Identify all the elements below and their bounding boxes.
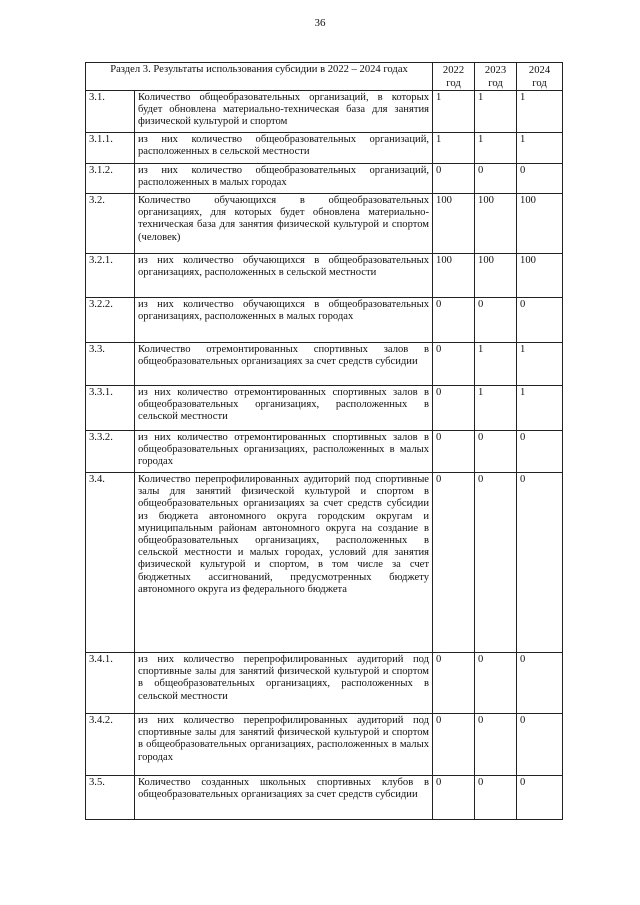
value-2024: 1 (517, 343, 563, 386)
table-row (86, 133, 563, 164)
row-number: 3.4.1. (86, 653, 135, 714)
row-number: 3.1.1. (86, 133, 135, 164)
value-2022: 0 (433, 714, 475, 776)
row-text: из них количество общеобразовательных организаций, расположенных в сельской местности (135, 133, 433, 164)
header-row (86, 63, 563, 91)
row-text: Количество общеобразовательных организаций, в которых будет обновлена материально-техническая база для занятия физической культурой и спортом (135, 91, 433, 133)
row-text: из них количество перепрофилированных аудиторий под спортивные залы для занятий физической культурой и спортом в общеобразовательных организациях, расположенных в сельской местности (135, 653, 433, 714)
page-number: 36 (314, 17, 326, 29)
year-unit: год (532, 78, 547, 89)
year-header (517, 63, 563, 91)
table-row (86, 431, 563, 473)
value-2023: 0 (475, 776, 517, 820)
value-2022: 1 (433, 91, 475, 133)
value-2022: 0 (433, 386, 475, 431)
value-2023: 0 (475, 653, 517, 714)
value-2024: 100 (517, 254, 563, 298)
value-2023: 1 (475, 133, 517, 164)
value-2022: 1 (433, 133, 475, 164)
row-text: из них количество обучающихся в общеобразовательных организациях, расположенных в сельской местности (135, 254, 433, 298)
value-2022: 0 (433, 776, 475, 820)
table-row (86, 194, 563, 254)
row-number: 3.2.2. (86, 298, 135, 343)
value-2022: 0 (433, 164, 475, 194)
row-text: Количество отремонтированных спортивных залов в общеобразовательных организациях за счет средств субсидии (135, 343, 433, 386)
row-text: из них количество отремонтированных спортивных залов в общеобразовательных организациях, расположенных в сельской местности (135, 386, 433, 431)
value-2024: 1 (517, 91, 563, 133)
row-number: 3.4.2. (86, 714, 135, 776)
row-number: 3.3.2. (86, 431, 135, 473)
value-2024: 0 (517, 473, 563, 653)
table-row (86, 386, 563, 431)
value-2023: 0 (475, 431, 517, 473)
year-header (475, 63, 517, 91)
year-header (433, 63, 475, 91)
table-row (86, 343, 563, 386)
table-row (86, 714, 563, 776)
value-2024: 100 (517, 194, 563, 254)
year-unit: год (446, 78, 461, 89)
value-2024: 0 (517, 164, 563, 194)
value-2022: 0 (433, 298, 475, 343)
row-text: из них количество перепрофилированных аудиторий под спортивные залы для занятий физической культурой и спортом в общеобразовательных организациях, расположенных в малых городах (135, 714, 433, 776)
value-2023: 0 (475, 298, 517, 343)
value-2024: 0 (517, 714, 563, 776)
table-row (86, 298, 563, 343)
row-text: Количество перепрофилированных аудиторий под спортивные залы для занятий физической культурой и спортом в общеобразовательных организациях за счет средств субсидии из бюджета автономного округа городским округам и муниципальным районам автономного округа на создание в общеобразовательных организациях, расположенных в сельской местности и малых городах, условий для занятия физической культурой и спортом, в том числе за счет бюджетных ассигнований, предусмотренных бюджету автономного округа из федерального бюджета (135, 473, 433, 653)
value-2024: 1 (517, 386, 563, 431)
table-row (86, 776, 563, 820)
value-2022: 0 (433, 431, 475, 473)
value-2024: 0 (517, 653, 563, 714)
year-value: 2024 (528, 65, 551, 76)
table-row (86, 473, 563, 653)
row-text: Количество обучающихся в общеобразовательных организациях, для которых будет обновлена материально-техническая база для занятия физической культурой и спортом (человек) (135, 194, 433, 254)
row-text: из них количество отремонтированных спортивных залов в общеобразовательных организациях, расположенных в малых городах (135, 431, 433, 473)
value-2022: 100 (433, 194, 475, 254)
value-2023: 1 (475, 343, 517, 386)
value-2024: 0 (517, 298, 563, 343)
row-number: 3.1. (86, 91, 135, 133)
row-text: из них количество общеобразовательных организаций, расположенных в малых городах (135, 164, 433, 194)
row-number: 3.4. (86, 473, 135, 653)
table-row (86, 164, 563, 194)
value-2024: 1 (517, 133, 563, 164)
row-text: из них количество обучающихся в общеобразовательных организациях, расположенных в малых городах (135, 298, 433, 343)
value-2023: 100 (475, 254, 517, 298)
value-2022: 100 (433, 254, 475, 298)
value-2023: 0 (475, 714, 517, 776)
year-value: 2023 (484, 65, 507, 76)
row-number: 3.1.2. (86, 164, 135, 194)
value-2023: 0 (475, 473, 517, 653)
row-text: Количество созданных школьных спортивных клубов в общеобразовательных организациях за счет средств субсидии (135, 776, 433, 820)
value-2023: 0 (475, 164, 517, 194)
value-2023: 1 (475, 91, 517, 133)
results-table (85, 62, 563, 820)
table-row (86, 653, 563, 714)
value-2024: 0 (517, 776, 563, 820)
value-2022: 0 (433, 653, 475, 714)
value-2023: 100 (475, 194, 517, 254)
table-body (86, 91, 563, 820)
row-number: 3.3. (86, 343, 135, 386)
value-2022: 0 (433, 343, 475, 386)
table-row (86, 91, 563, 133)
value-2024: 0 (517, 431, 563, 473)
table-row (86, 254, 563, 298)
row-number: 3.2.1. (86, 254, 135, 298)
value-2022: 0 (433, 473, 475, 653)
section-title: Раздел 3. Результаты использования субсидии в 2022 – 2024 годах (86, 63, 433, 91)
value-2023: 1 (475, 386, 517, 431)
row-number: 3.5. (86, 776, 135, 820)
row-number: 3.3.1. (86, 386, 135, 431)
row-number: 3.2. (86, 194, 135, 254)
year-value: 2022 (442, 65, 465, 76)
year-unit: год (488, 78, 503, 89)
